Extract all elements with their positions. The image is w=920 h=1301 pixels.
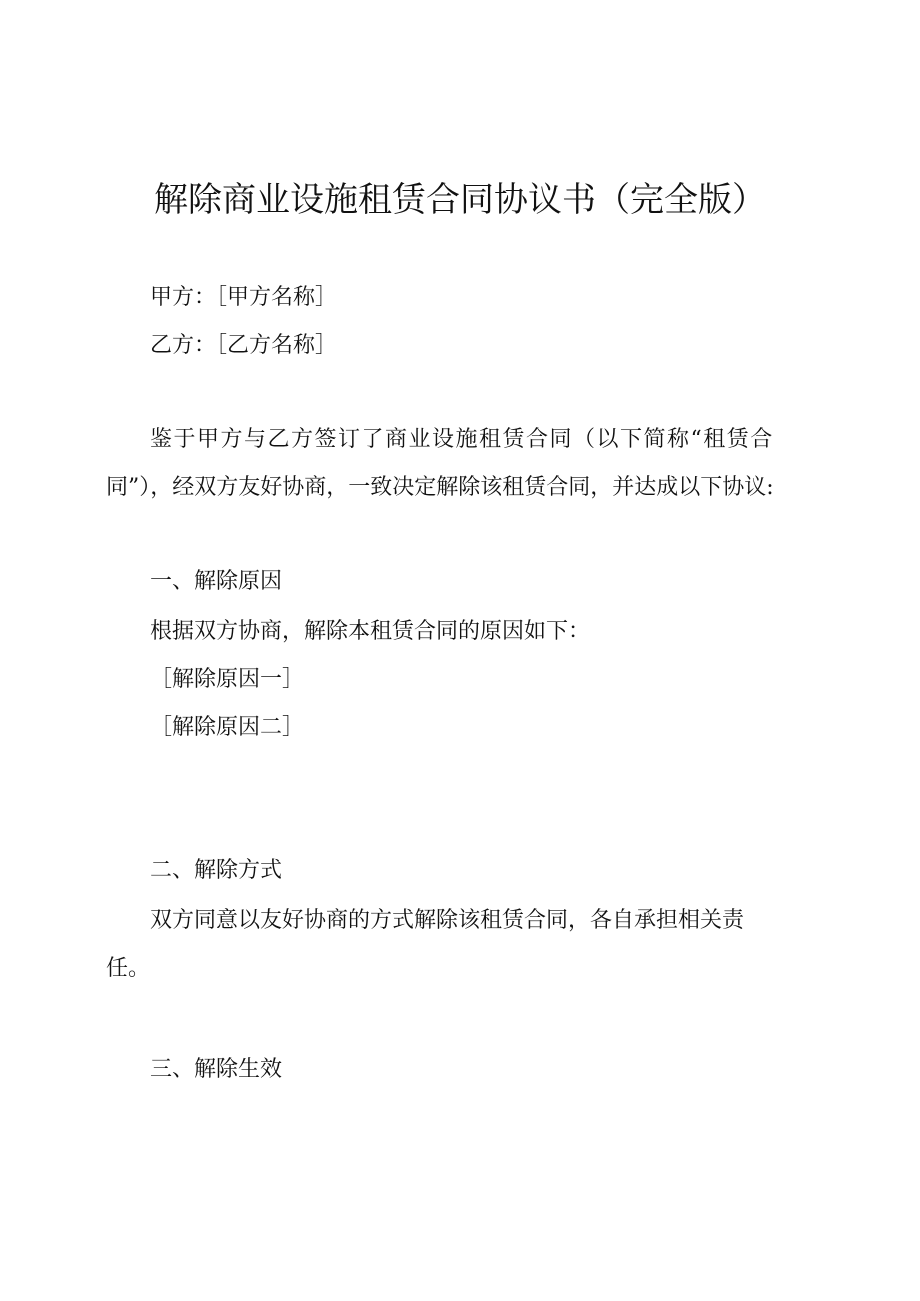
party-a-line: 甲方：［甲方名称］: [150, 285, 338, 310]
section-2-heading: 二、解除方式: [150, 858, 283, 883]
document-title: 解除商业设施租赁合同协议书（完全版）: [154, 180, 766, 220]
section-1-heading: 一、解除原因: [150, 569, 283, 594]
section-3-heading: 三、解除生效: [150, 1057, 283, 1082]
party-b-line: 乙方：［乙方名称］: [150, 333, 338, 358]
section-1-intro: 根据双方协商，解除本租赁合同的原因如下：: [150, 619, 591, 644]
recital-line-1: 鉴于甲方与乙方签订了商业设施租赁合同（以下简称“租赁合: [150, 427, 774, 452]
section-1-item: ［解除原因二］: [150, 715, 305, 740]
section-1-item: ［解除原因一］: [150, 667, 305, 692]
section-2-body-line-1: 双方同意以友好协商的方式解除该租赁合同，各自承担相关责: [150, 908, 745, 933]
section-2-body-line-2: 任。: [106, 956, 151, 981]
recital-line-2: 同”），经双方友好协商，一致决定解除该租赁合同，并达成以下协议:: [106, 475, 774, 500]
